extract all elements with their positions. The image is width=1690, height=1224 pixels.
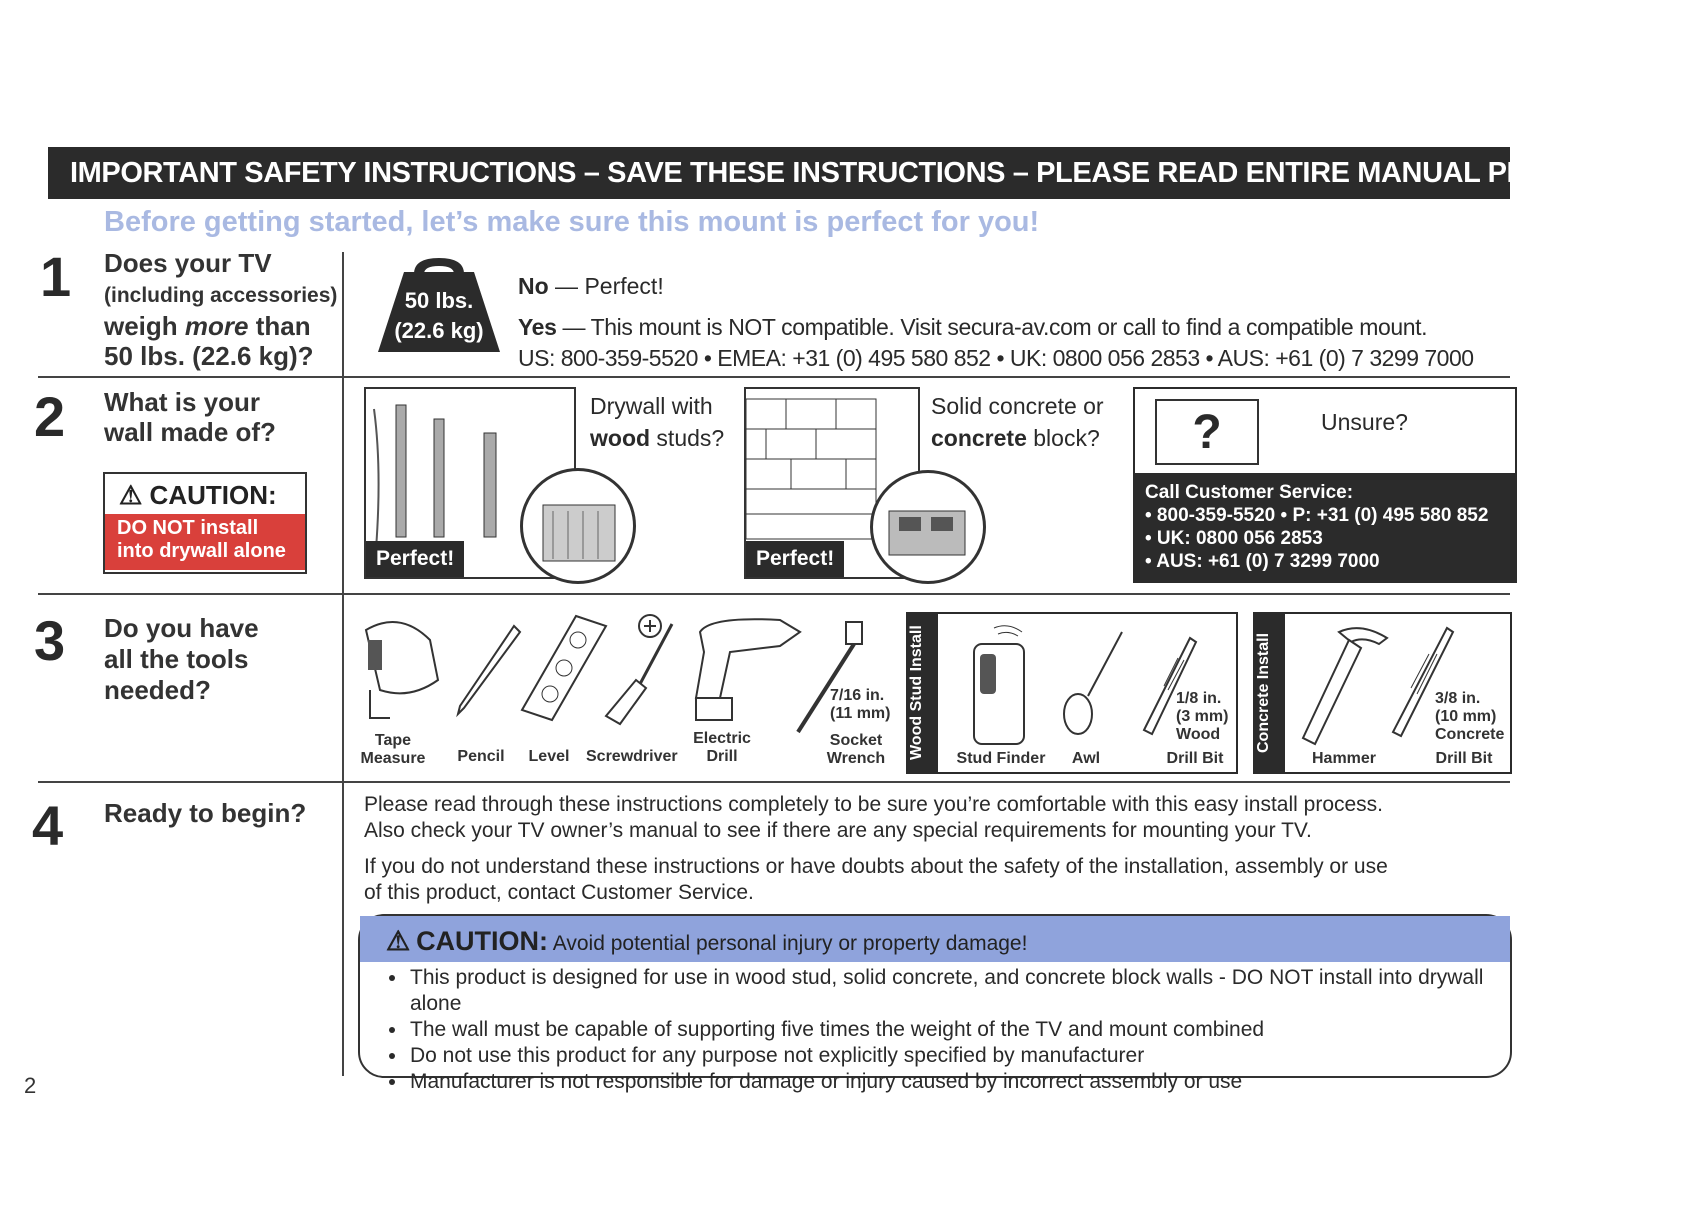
safety-header: IMPORTANT SAFETY INSTRUCTIONS – SAVE THESE INSTRUCTIONS – PLEASE READ ENTIRE MANUAL PRIOR TO USE <box>48 147 1510 199</box>
stud-finder-label: Stud Finder <box>956 750 1046 767</box>
row-divider <box>38 593 1510 595</box>
wood-perfect-label: Perfect! <box>366 541 464 577</box>
step-number: 2 <box>34 385 66 448</box>
row-divider <box>38 376 1510 378</box>
concrete-install-band: Concrete Install <box>1255 614 1285 772</box>
subtitle: Before getting started, let’s make sure this mount is perfect for you! <box>104 206 1040 238</box>
list-item: • Manufacturer is not responsible for damage or injury caused by incorrect assembly or use <box>408 1069 1510 1095</box>
caution-panel-header: ⚠ CAUTION: Avoid potential personal injury or property damage! <box>360 916 1510 962</box>
customer-service-panel <box>1133 387 1517 583</box>
contact-paragraph: If you do not understand these instructions or have doubts about the safety of the installation, assembly or use of this product, contact Customer Service. <box>364 855 1388 904</box>
step2-question: What is your wall made of? <box>104 387 276 447</box>
pencil-icon <box>452 622 522 717</box>
page-number: 2 <box>24 1073 37 1098</box>
warning-icon: ⚠ <box>386 926 411 956</box>
question-mark-icon: ? <box>1155 399 1259 465</box>
screwdriver-icon <box>600 612 684 727</box>
step1-question: Does your TV (including accessories) weigh more than 50 lbs. (22.6 kg)? <box>104 248 338 371</box>
list-item: • The wall must be capable of supporting five times the weight of the TV and mount combined <box>408 1017 1510 1043</box>
concrete-block-icon <box>870 470 986 584</box>
socket-size-label: 7/16 in. (11 mm) <box>830 687 891 722</box>
list-item: • This product is designed for use in wood stud, solid concrete, and concrete block walls - DO NOT install into drywall alone <box>408 965 1510 1017</box>
wood-stud-install-tools <box>906 612 1238 774</box>
caution-panel <box>358 914 1512 1093</box>
socket-wrench-label: Socket Wrench <box>826 732 886 767</box>
awl-label: Awl <box>1071 750 1101 767</box>
wood-caption: Drywall with wood studs? <box>590 393 725 451</box>
hammer-label: Hammer <box>1311 750 1377 767</box>
instructions-paragraph: Please read through these instructions completely to be sure you’re comfortable with this easy install process. Also check your TV owner’s manual to see if there are any special requirements for mounting your TV. <box>364 793 1384 842</box>
wood-block-icon <box>520 468 636 584</box>
concrete-perfect-label: Perfect! <box>746 541 844 577</box>
pencil-label: Pencil <box>457 748 505 765</box>
step-number: 1 <box>40 245 72 308</box>
yes-option: Yes — This mount is NOT compatible. Visit secura-av.com or call to find a compatible mount. <box>518 314 1428 340</box>
step4-question: Ready to begin? <box>104 798 307 828</box>
wood-stud-install-band: Wood Stud Install <box>908 614 938 772</box>
electric-drill-label: Electric Drill <box>693 730 751 765</box>
concrete-bit-size-label: 3/8 in. (10 mm) Concrete <box>1435 690 1505 743</box>
level-icon <box>518 612 610 724</box>
caution-list <box>360 962 1510 1095</box>
hammer-icon <box>1299 622 1389 747</box>
stud-finder-icon <box>964 622 1034 747</box>
drywall-caution: ⚠ CAUTION: DO NOT install into drywall alone <box>103 472 307 574</box>
step-number: 4 <box>32 794 64 857</box>
awl-icon <box>1058 628 1128 738</box>
unsure-label: Unsure? <box>1321 409 1408 435</box>
wood-bit-size-label: 1/8 in. (3 mm) Wood <box>1176 690 1229 743</box>
screwdriver-label: Screwdriver <box>586 748 678 765</box>
concrete-install-tools <box>1253 612 1512 774</box>
concrete-drill-bit-label: Drill Bit <box>1435 750 1493 767</box>
tape-measure-label: Tape Measure <box>360 732 426 767</box>
step-number: 3 <box>34 609 66 672</box>
concrete-caption: Solid concrete or concrete block? <box>931 393 1104 451</box>
row-divider <box>38 781 1510 783</box>
customer-service-contacts: Call Customer Service: • 800-359-5520 • P: +31 (0) 495 580 852 • UK: 0800 056 2853 • AUS: +61 (0) 7 3299 7000 <box>1135 473 1515 581</box>
warning-icon: ⚠ <box>119 480 143 510</box>
caution-heading: ⚠ CAUTION: <box>119 480 277 510</box>
wood-drill-bit-label: Drill Bit <box>1166 750 1224 767</box>
no-option: No — Perfect! <box>518 273 664 299</box>
level-label: Level <box>528 748 570 765</box>
weight-icon: 50 lbs. (22.6 kg) <box>374 256 504 352</box>
electric-drill-icon <box>690 612 805 724</box>
tape-measure-icon <box>360 610 440 720</box>
list-item: • Do not use this product for any purpose not explicitly specified by manufacturer <box>408 1043 1510 1069</box>
step3-question: Do you have all the tools needed? <box>104 613 259 705</box>
phone-numbers: US: 800-359-5520 • EMEA: +31 (0) 495 580 852 • UK: 0800 056 2853 • AUS: +61 (0) 7 3299 7000 <box>518 345 1474 371</box>
